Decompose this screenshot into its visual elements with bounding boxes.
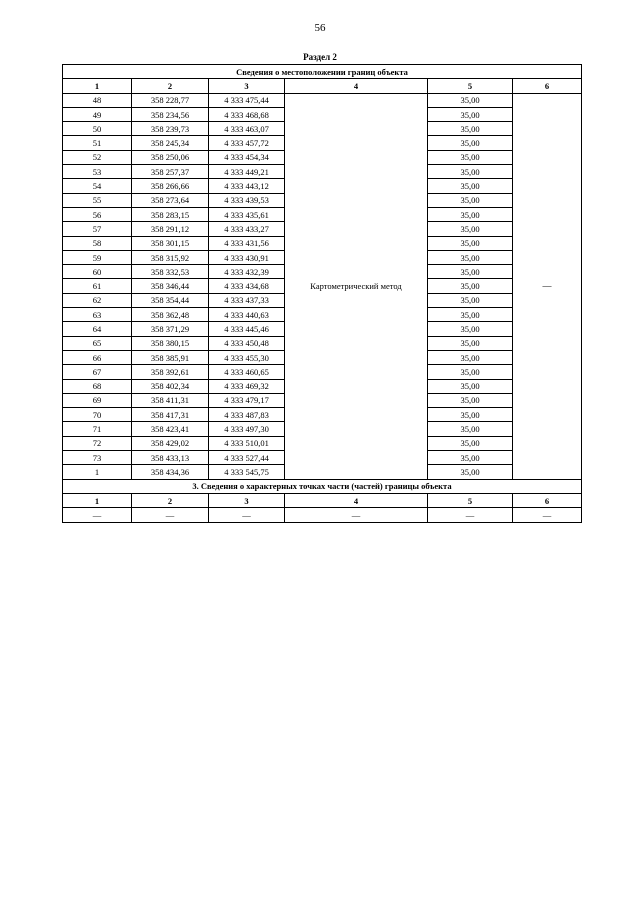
accuracy-value: 35,00: [428, 322, 513, 336]
method-cell: Картометрический метод: [285, 93, 428, 479]
point-number: 55: [63, 193, 132, 207]
coordinate-y: 4 333 497,30: [209, 422, 285, 436]
accuracy-value: 35,00: [428, 150, 513, 164]
coordinate-y: 4 333 433,27: [209, 222, 285, 236]
column-header: 2: [132, 79, 209, 93]
point-number: 60: [63, 265, 132, 279]
coordinate-y: 4 333 434,68: [209, 279, 285, 293]
coordinate-y: 4 333 460,65: [209, 365, 285, 379]
coordinate-x: 358 385,91: [132, 350, 209, 364]
coordinate-x: 358 429,02: [132, 436, 209, 450]
accuracy-value: 35,00: [428, 365, 513, 379]
coordinate-y: 4 333 463,07: [209, 122, 285, 136]
point-number: 72: [63, 436, 132, 450]
coordinate-x: 358 417,31: [132, 408, 209, 422]
coordinate-x: 358 380,15: [132, 336, 209, 350]
dash-cell: —: [132, 508, 209, 522]
column-header: 6: [513, 79, 582, 93]
accuracy-value: 35,00: [428, 465, 513, 479]
point-number: 56: [63, 207, 132, 221]
coordinate-x: 358 423,41: [132, 422, 209, 436]
coordinate-y: 4 333 439,53: [209, 193, 285, 207]
coordinate-x: 358 239,73: [132, 122, 209, 136]
accuracy-value: 35,00: [428, 279, 513, 293]
coordinate-x: 358 433,13: [132, 451, 209, 465]
column6-cell: —: [513, 93, 582, 479]
section3-header-row: [63, 493, 582, 507]
coordinate-y: 4 333 440,63: [209, 308, 285, 322]
coordinate-y: 4 333 454,34: [209, 150, 285, 164]
table-row: [63, 93, 582, 107]
coordinate-x: 358 371,29: [132, 322, 209, 336]
column-header: 1: [63, 493, 132, 507]
point-number: 68: [63, 379, 132, 393]
point-number: 71: [63, 422, 132, 436]
coordinate-y: 4 333 432,39: [209, 265, 285, 279]
accuracy-value: 35,00: [428, 250, 513, 264]
accuracy-value: 35,00: [428, 336, 513, 350]
point-number: 50: [63, 122, 132, 136]
coordinate-x: 358 346,44: [132, 279, 209, 293]
column-header: 4: [285, 79, 428, 93]
column-header: 2: [132, 493, 209, 507]
table-body: [63, 93, 582, 479]
section3-row: [63, 508, 582, 522]
point-number: 69: [63, 393, 132, 407]
point-number: 57: [63, 222, 132, 236]
point-number: 61: [63, 279, 132, 293]
coordinate-y: 4 333 449,21: [209, 165, 285, 179]
coordinate-y: 4 333 457,72: [209, 136, 285, 150]
column-header: 4: [285, 493, 428, 507]
point-number: 59: [63, 250, 132, 264]
point-number: 66: [63, 350, 132, 364]
accuracy-value: 35,00: [428, 122, 513, 136]
section-title: Раздел 2: [303, 52, 337, 62]
coordinate-y: 4 333 445,46: [209, 322, 285, 336]
coordinate-x: 358 332,53: [132, 265, 209, 279]
point-number: 51: [63, 136, 132, 150]
coordinate-x: 358 291,12: [132, 222, 209, 236]
accuracy-value: 35,00: [428, 379, 513, 393]
coordinate-y: 4 333 475,44: [209, 93, 285, 107]
accuracy-value: 35,00: [428, 165, 513, 179]
coordinate-y: 4 333 527,44: [209, 451, 285, 465]
accuracy-value: 35,00: [428, 207, 513, 221]
dash-cell: —: [63, 508, 132, 522]
point-number: 53: [63, 165, 132, 179]
coordinate-y: 4 333 450,48: [209, 336, 285, 350]
accuracy-value: 35,00: [428, 93, 513, 107]
accuracy-value: 35,00: [428, 308, 513, 322]
accuracy-value: 35,00: [428, 193, 513, 207]
coordinate-y: 4 333 510,01: [209, 436, 285, 450]
coordinate-x: 358 392,61: [132, 365, 209, 379]
coordinate-y: 4 333 479,17: [209, 393, 285, 407]
accuracy-value: 35,00: [428, 236, 513, 250]
dash-cell: —: [209, 508, 285, 522]
coordinate-x: 358 283,15: [132, 207, 209, 221]
coordinate-y: 4 333 487,83: [209, 408, 285, 422]
accuracy-value: 35,00: [428, 136, 513, 150]
coordinate-y: 4 333 545,75: [209, 465, 285, 479]
coordinate-x: 358 250,06: [132, 150, 209, 164]
coordinate-x: 358 266,66: [132, 179, 209, 193]
section3-caption: 3. Сведения о характерных точках части (частей) границы объекта: [63, 479, 582, 493]
accuracy-value: 35,00: [428, 393, 513, 407]
coordinate-x: 358 245,34: [132, 136, 209, 150]
coordinate-y: 4 333 430,91: [209, 250, 285, 264]
coordinate-x: 358 362,48: [132, 308, 209, 322]
coordinate-x: 358 402,34: [132, 379, 209, 393]
point-number: 48: [63, 93, 132, 107]
point-number: 1: [63, 465, 132, 479]
accuracy-value: 35,00: [428, 422, 513, 436]
coordinate-x: 358 315,92: [132, 250, 209, 264]
coordinate-y: 4 333 469,32: [209, 379, 285, 393]
point-number: 49: [63, 107, 132, 121]
accuracy-value: 35,00: [428, 451, 513, 465]
column-header: 1: [63, 79, 132, 93]
point-number: 63: [63, 308, 132, 322]
coordinate-y: 4 333 437,33: [209, 293, 285, 307]
dash-cell: —: [428, 508, 513, 522]
coordinate-y: 4 333 455,30: [209, 350, 285, 364]
accuracy-value: 35,00: [428, 222, 513, 236]
coordinate-x: 358 354,44: [132, 293, 209, 307]
accuracy-value: 35,00: [428, 107, 513, 121]
accuracy-value: 35,00: [428, 179, 513, 193]
point-number: 64: [63, 322, 132, 336]
table-caption: Сведения о местоположении границ объекта: [63, 65, 582, 79]
point-number: 73: [63, 451, 132, 465]
accuracy-value: 35,00: [428, 293, 513, 307]
point-number: 70: [63, 408, 132, 422]
coordinate-y: 4 333 431,56: [209, 236, 285, 250]
accuracy-value: 35,00: [428, 265, 513, 279]
column-header: 3: [209, 79, 285, 93]
point-number: 54: [63, 179, 132, 193]
coordinate-x: 358 301,15: [132, 236, 209, 250]
coordinate-x: 358 228,77: [132, 93, 209, 107]
table-header-row: [63, 79, 582, 93]
column-header: 6: [513, 493, 582, 507]
column-header: 5: [428, 493, 513, 507]
coordinate-x: 358 434,36: [132, 465, 209, 479]
coordinate-x: 358 273,64: [132, 193, 209, 207]
coordinate-x: 358 257,37: [132, 165, 209, 179]
point-number: 67: [63, 365, 132, 379]
accuracy-value: 35,00: [428, 436, 513, 450]
column-header: 3: [209, 493, 285, 507]
dash-cell: —: [513, 508, 582, 522]
point-number: 58: [63, 236, 132, 250]
boundary-table: [62, 64, 582, 523]
page-number: 56: [314, 22, 326, 34]
dash-cell: —: [285, 508, 428, 522]
accuracy-value: 35,00: [428, 350, 513, 364]
point-number: 52: [63, 150, 132, 164]
accuracy-value: 35,00: [428, 408, 513, 422]
coordinate-x: 358 234,56: [132, 107, 209, 121]
coordinate-y: 4 333 443,12: [209, 179, 285, 193]
point-number: 62: [63, 293, 132, 307]
column-header: 5: [428, 79, 513, 93]
coordinate-y: 4 333 468,68: [209, 107, 285, 121]
point-number: 65: [63, 336, 132, 350]
coordinate-y: 4 333 435,61: [209, 207, 285, 221]
coordinate-x: 358 411,31: [132, 393, 209, 407]
